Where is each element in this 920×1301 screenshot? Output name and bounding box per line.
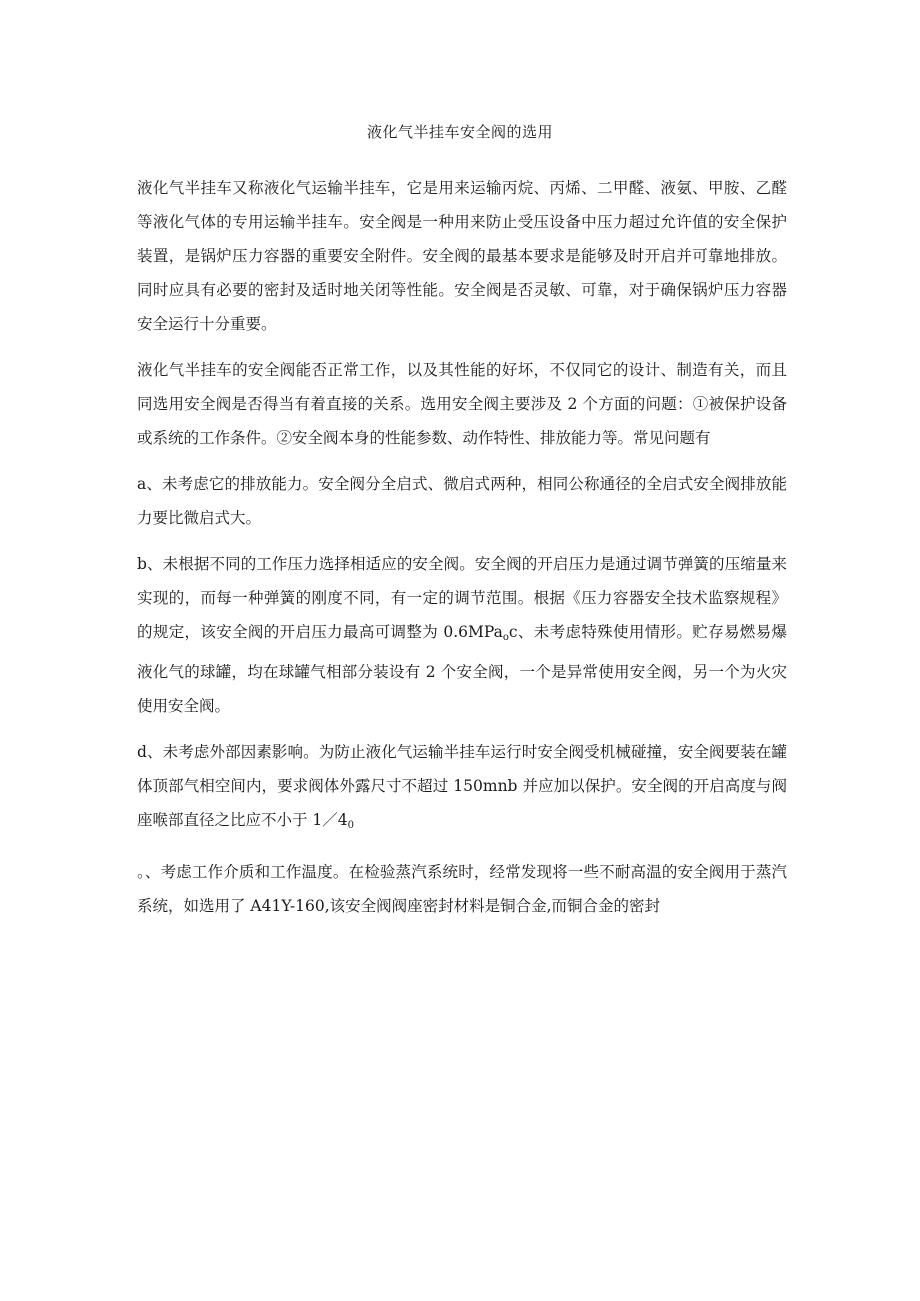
paragraph-item-d (137, 735, 787, 843)
paragraph-intro: 液化气半挂车又称液化气运输半挂车，它是用来运输丙烷、丙烯、二甲醛、液氨、甲胺、乙醛等液化气体的专用运输半挂车。安全阀是一种用来防止受压设备中压力超过允许值的安全保护装置，是锅炉压力容器的重要安全附件。安全阀的最基本要求是能够及时开启并可靠地排放。同时应具有必要的密封及适时地关闭等性能。安全阀是否灵敏、可靠，对于确保锅炉压力容器安全运行十分重要。 (137, 179, 787, 333)
paragraph-item-c-text: c、未考虑特殊使用情形。贮存易燃易爆液化气的球罐，均在球罐气相部分装设有 2 个安全阀，一个是异常使用安全阀，另一个为火灾使用安全阀。 (137, 623, 787, 715)
document-body (137, 171, 787, 923)
paragraph-item-b (137, 547, 787, 723)
paragraph-item-e: 。、考虑工作介质和工作温度。在检验蒸汽系统时，经常发现将一些不耐高温的安全阀用于蒸汽系统，如选用了 A41Y-160,该安全阀阀座密封材料是铜合金,而铜合金的密封 (137, 863, 787, 915)
document-title: 液化气半挂车安全阀的选用 (366, 123, 553, 141)
paragraph-item-a: a、未考虑它的排放能力。安全阀分全启式、微启式两种，相同公称通径的全启式安全阀排放能力要比微启式大。 (137, 475, 787, 527)
paragraph-item-b-subscript: o (502, 632, 509, 643)
paragraph-issues: 液化气半挂车的安全阀能否正常工作，以及其性能的好坏，不仅同它的设计、制造有关，而且同选用安全阀是否得当有着直接的关系。选用安全阀主要涉及 2 个方面的问题：①被保护设备或系统的工作条件。②安全阀本身的性能参数、动作特性、排放能力等。常见问题有 (137, 361, 787, 447)
paragraph-item-d-text: d、未考虑外部因素影响。为防止液化气运输半挂车运行时安全阀受机械碰撞，安全阀要装在罐体顶部气相空间内，要求阀体外露尺寸不超过 150mnb 并应加以保护。安全阀的开启高度与阀座喉部直径之比应不小于 1／4 (137, 743, 787, 829)
paragraph-item-d-subscript: 0 (347, 820, 355, 831)
paragraph-item-b-text: b、未根据不同的工作压力选择相适应的安全阀。安全阀的开启压力是通过调节弹簧的压缩量来实现的，而每一种弹簧的刚度不同，有一定的调节范围。根据《压力容器安全技术监察规程》的规定，该安全阀的开启压力最高可调整为 0.6MPa (137, 555, 787, 641)
